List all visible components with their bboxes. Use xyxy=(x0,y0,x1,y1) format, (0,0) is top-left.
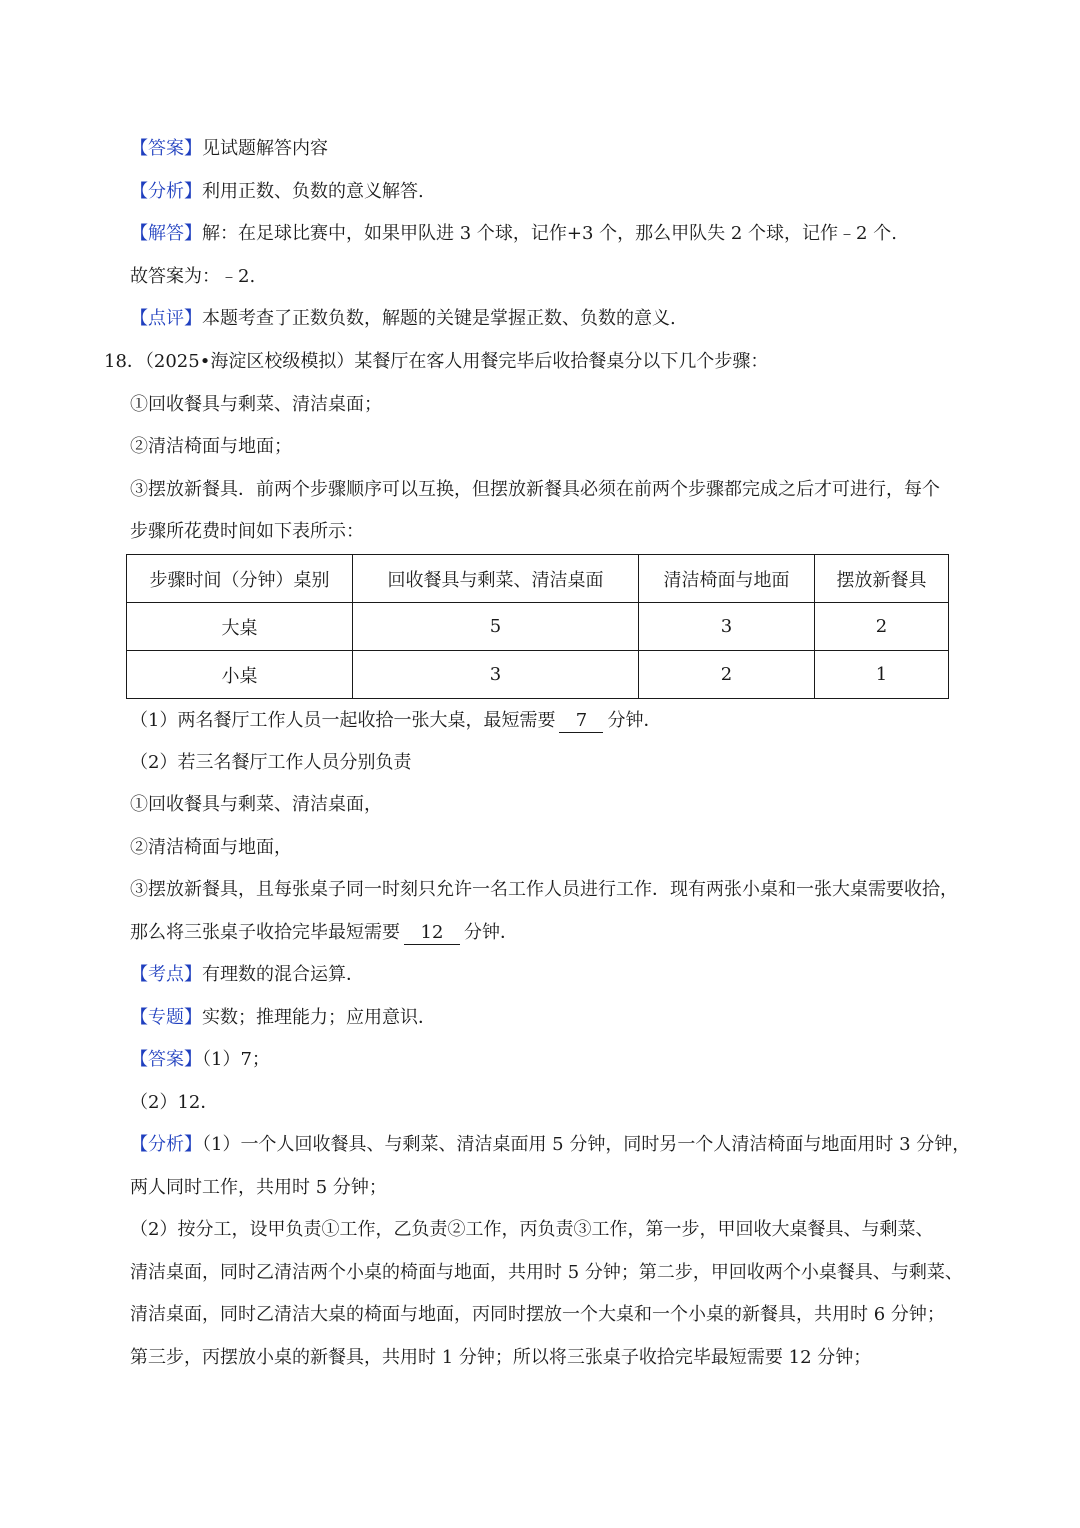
table-row xyxy=(127,603,949,651)
table-cell: 5 xyxy=(353,603,639,651)
q18-analysis-tag: 【分析】 xyxy=(130,1134,202,1155)
table-header-row xyxy=(127,555,949,603)
part-2: （2）若三名餐厅工作人员分别负责 xyxy=(130,752,412,773)
part-2-unit: 分钟． xyxy=(464,922,518,943)
part-1-unit: 分钟． xyxy=(607,710,662,731)
table-cell: 2 xyxy=(639,651,815,699)
analysis-text: 利用正数、负数的意义解答. xyxy=(202,181,424,202)
q18-analysis-2b: 清洁桌面，同时乙清洁两个小桌的椅面与地面，共用时 5 分钟；第二步，甲回收两个小桌餐具、与剩菜、 xyxy=(130,1262,963,1283)
comment-line xyxy=(130,306,676,332)
time-table xyxy=(126,554,949,699)
q18-answer-1: （1）7； xyxy=(202,1049,270,1070)
final-answer-line: 故答案为：﹣2. xyxy=(130,266,256,287)
q18-analysis-2a: （2）按分工，设甲负责①工作，乙负责②工作，丙负责③工作，第一步，甲回收大桌餐具、与剩菜、 xyxy=(130,1219,934,1240)
answer-tag: 【答案】 xyxy=(130,138,202,159)
header-cell: 回收餐具与剩菜、清洁桌面 xyxy=(353,555,639,603)
step-3-line-1: ③摆放新餐具．前两个步骤顺序可以互换，但摆放新餐具必须在前两个步骤都完成之后才可进行，每个 xyxy=(130,479,940,500)
table-cell: 3 xyxy=(639,603,815,651)
part-1-text: （1）两名餐厅工作人员一起收拾一张大桌，最短需要 xyxy=(130,710,556,731)
q18-answer-tag: 【答案】 xyxy=(130,1049,202,1070)
part-2-last xyxy=(130,920,518,946)
table-cell: 1 xyxy=(815,651,949,699)
solution-tag: 【解答】 xyxy=(130,223,202,244)
kaodian-line xyxy=(130,962,364,988)
answer-text: 见试题解答内容 xyxy=(202,138,328,159)
part-1-blank: 7 xyxy=(559,710,603,733)
solution-line xyxy=(130,221,897,247)
comment-tag: 【点评】 xyxy=(130,308,202,329)
part-2-step-2: ②清洁椅面与地面， xyxy=(130,837,292,858)
q18-answer-line xyxy=(130,1047,270,1073)
q18-analysis-1b: 两人同时工作，共用时 5 分钟； xyxy=(130,1177,387,1198)
step-3-line-2: 步骤所花费时间如下表所示： xyxy=(130,521,364,542)
part-2-blank: 12 xyxy=(404,922,460,945)
table-cell: 大桌 xyxy=(127,603,353,651)
table-row xyxy=(127,651,949,699)
zhuanti-tag: 【专题】 xyxy=(130,1007,202,1028)
solution-text: 解：在足球比赛中，如果甲队进 3 个球，记作+3 个，那么甲队失 2 个球，记作﹣2 个. xyxy=(202,223,897,244)
comment-text: 本题考查了正数负数，解题的关键是掌握正数、负数的意义. xyxy=(202,308,676,329)
q18-analysis-1a: （1）一个人回收餐具、与剩菜、清洁桌面用 5 分钟，同时另一个人清洁椅面与地面用时 3 分钟， xyxy=(202,1134,971,1155)
answer-line xyxy=(130,136,328,162)
q18-analysis-line xyxy=(130,1132,970,1158)
part-2-last-text: 那么将三张桌子收拾完毕最短需要 xyxy=(130,922,400,943)
table-cell: 小桌 xyxy=(127,651,353,699)
analysis-tag: 【分析】 xyxy=(130,181,202,202)
analysis-line xyxy=(130,179,424,205)
zhuanti-line xyxy=(130,1005,436,1031)
q18-analysis-2c: 清洁桌面，同时乙清洁大桌的椅面与地面，丙同时摆放一个大桌和一个小桌的新餐具，共用时 6 分钟； xyxy=(130,1304,945,1325)
kaodian-tag: 【考点】 xyxy=(130,964,202,985)
table-cell: 2 xyxy=(815,603,949,651)
header-cell: 摆放新餐具 xyxy=(815,555,949,603)
q18-answer-2: （2）12． xyxy=(130,1092,219,1113)
zhuanti-text: 实数；推理能力；应用意识． xyxy=(202,1007,436,1028)
step-2: ②清洁椅面与地面； xyxy=(130,436,292,457)
step-1: ①回收餐具与剩菜、清洁桌面； xyxy=(130,394,382,415)
header-cell: 清洁椅面与地面 xyxy=(639,555,815,603)
table-cell: 3 xyxy=(353,651,639,699)
part-2-step-1: ①回收餐具与剩菜、清洁桌面， xyxy=(130,794,382,815)
question-stem: 18．（2025•海淀区校级模拟）某餐厅在客人用餐完毕后收拾餐桌分以下几个步骤： xyxy=(104,351,769,372)
part-2-step-3: ③摆放新餐具，且每张桌子同一时刻只允许一名工作人员进行工作．现有两张小桌和一张大桌需要收拾， xyxy=(130,879,958,900)
header-cell: 步骤时间（分钟）桌别 xyxy=(127,555,353,603)
q18-analysis-2d: 第三步，丙摆放小桌的新餐具，共用时 1 分钟；所以将三张桌子收拾完毕最短需要 12 分钟； xyxy=(130,1347,872,1368)
kaodian-text: 有理数的混合运算． xyxy=(202,964,364,985)
part-1 xyxy=(130,708,661,734)
